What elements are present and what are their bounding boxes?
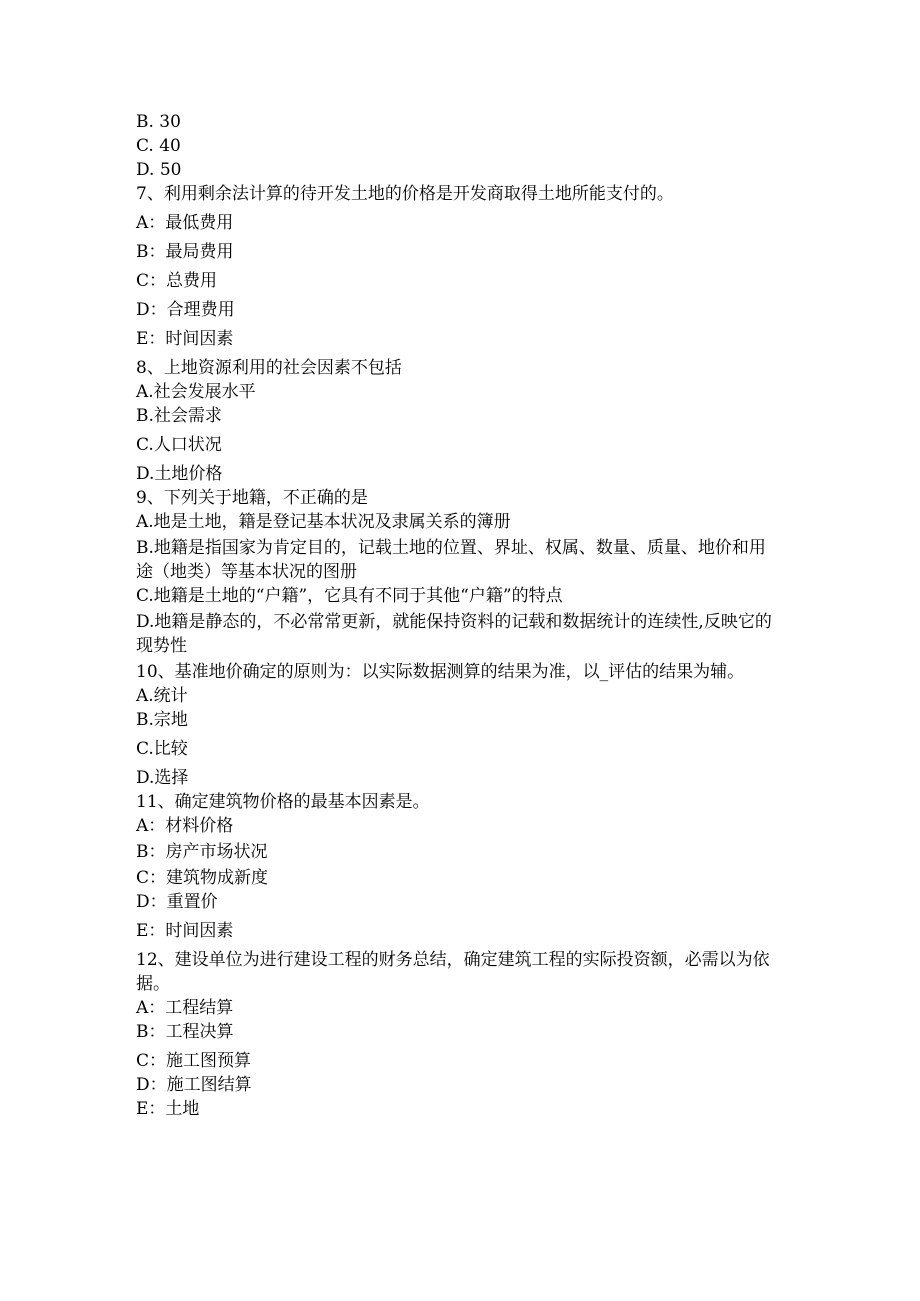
text-line: 12、建设单位为进行建设工程的财务总结，确定建筑工程的实际投资额，必需以为依据。 [136,950,770,994]
text-line: E：土地 [136,1099,200,1119]
text-line: D：施工图结算 [136,1075,252,1095]
text-line: D：重置价 [136,892,218,912]
text-line: 7、利用剩余法计算的待开发土地的价格是开发商取得土地所能支付的。 [136,184,674,204]
text-line: C：施工图预算 [136,1051,252,1071]
text-line: 10、基准地价确定的原则为：以实际数据测算的结果为准，以_评估的结果为辅。 [136,662,745,682]
text-line: C：建筑物成新度 [136,868,269,888]
text-line: B：最局费用 [136,242,234,262]
document-page [136,108,776,1121]
text-line: A：材料价格 [136,816,234,836]
text-line: C.人口状况 [136,435,222,455]
text-line: B：工程决算 [136,1022,234,1042]
text-line: C.比较 [136,739,188,759]
text-line: C.地籍是土地的“户籍”，它具有不同于其他“户籍”的特点 [136,586,563,606]
text-line: B.宗地 [136,710,188,730]
text-line: B：房产市场状况 [136,842,268,862]
text-line: A：最低费用 [136,213,234,233]
text-line: B.社会需求 [136,406,222,426]
text-line: A.社会发展水平 [136,382,256,402]
text-line: A.统计 [136,686,188,706]
text-line: D.选择 [136,768,189,788]
text-line: D.土地价格 [136,464,223,484]
text-line: 8、上地资源利用的社会因素不包括 [136,358,402,378]
text-line: 11、确定建筑物价格的最基本因素是。 [136,792,430,812]
text-line: E：时间因素 [136,921,234,941]
text-line: A：工程结算 [136,998,234,1018]
text-line: A.地是土地，籍是登记基本状况及隶属关系的簿册 [136,512,511,532]
text-line: B.地籍是指国家为肯定目的，记载土地的位置、界址、权属、数量、质量、地价和用途（地类）等基本状况的图册 [136,538,766,582]
text-line: 9、下列关于地籍，不正确的是 [136,488,368,508]
text-line: C：总费用 [136,271,218,291]
text-line: E：时间因素 [136,329,234,349]
text-line: D：合理费用 [136,300,235,320]
text-line: C. 40 [136,136,181,156]
text-line: B. 30 [136,112,181,132]
text-line: D. 50 [136,160,182,180]
text-line: D.地籍是静态的，不必常常更新，就能保持资料的记载和数据统计的连续性,反映它的现势性 [136,612,772,656]
